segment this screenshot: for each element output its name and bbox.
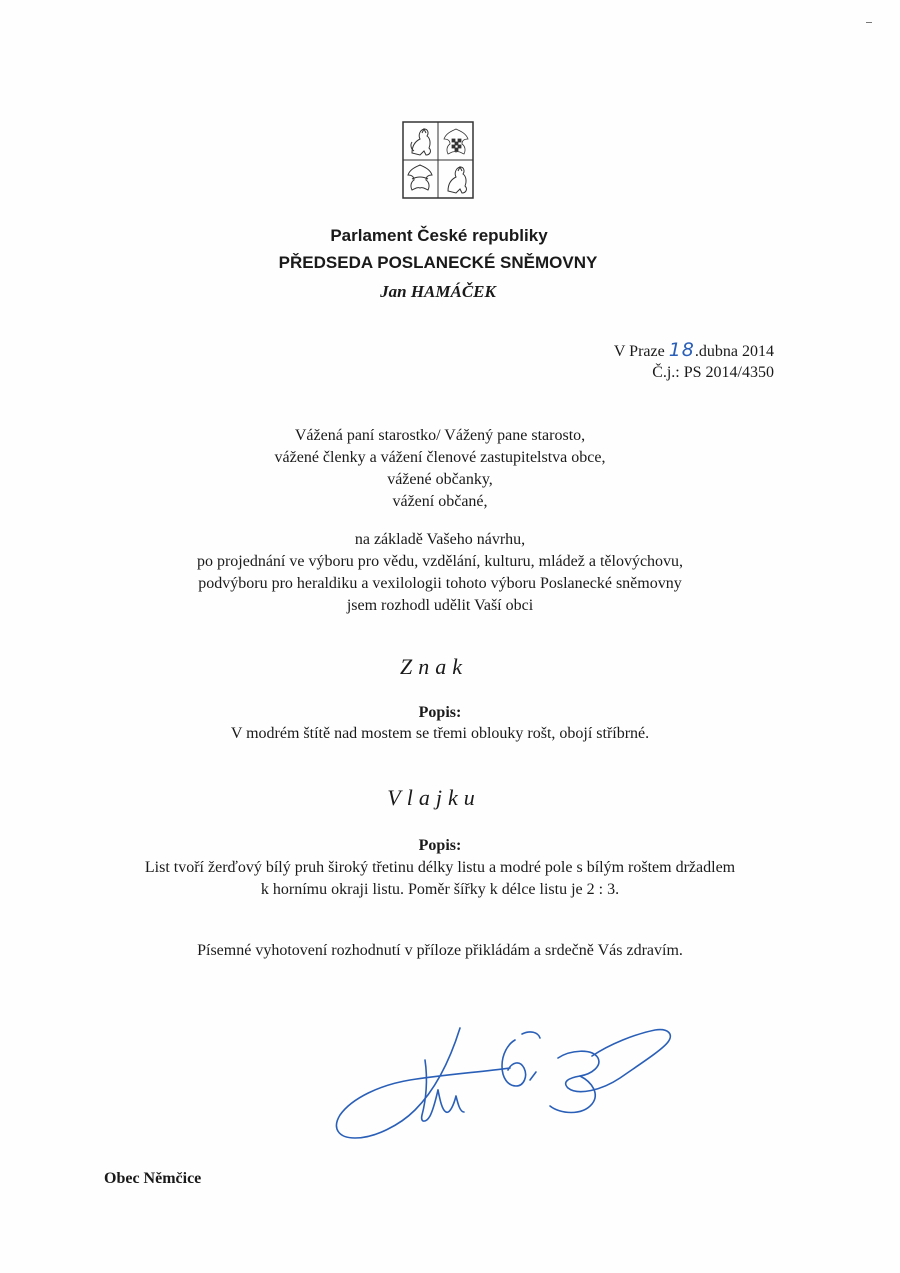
intro-line: jsem rozhodl udělit Vaší obci: [346, 597, 534, 614]
lion-icon: [411, 129, 430, 155]
salutation-line: vážené občanky,: [387, 471, 493, 488]
official-name: Jan HAMÁČEK: [380, 282, 496, 301]
intro-line: na základě Vašeho návrhu,: [354, 531, 526, 548]
silesian-eagle-icon: [408, 165, 432, 190]
salutation-line: Vážená paní starostko/ Vážený pane starosto,: [294, 427, 586, 444]
recipient: Obec Němčice: [104, 1170, 202, 1187]
intro-line: po projednání ve výboru pro vědu, vzdělání, kulturu, mládež a tělovýchovu,: [196, 553, 684, 570]
lion-icon: [448, 167, 466, 193]
popis-label-znak: Popis:: [418, 704, 462, 721]
coat-of-arms-icon: [402, 121, 474, 199]
vlajka-description-line: k hornímu okraji listu. Poměr šířky k délce listu je 2 : 3.: [260, 881, 620, 898]
section-title-znak: Znak: [400, 654, 468, 679]
scan-edge-mark: [866, 22, 872, 23]
znak-description: V modrém štítě nad mostem se třemi oblouky rošt, obojí stříbrné.: [230, 725, 650, 742]
intro-line: podvýboru pro heraldiku a vexilologii tohoto výboru Poslanecké sněmovny: [198, 575, 682, 592]
reference-number: Č.j.: PS 2014/4350: [652, 364, 774, 381]
section-title-vlajka: Vlajku: [387, 785, 481, 810]
signature-icon: [330, 1020, 675, 1170]
place-date-block: [614, 340, 774, 383]
salutation-line: vážení občané,: [392, 493, 488, 510]
place-date-line: [614, 340, 774, 362]
closing-sentence: Písemné vyhotovení rozhodnutí v příloze přikládám a srdečně Vás zdravím.: [197, 942, 683, 959]
date-suffix: .dubna 2014: [694, 343, 774, 360]
moravian-eagle-icon: [444, 129, 468, 154]
salutation: [0, 425, 890, 513]
salutation-line: vážené členky a vážení členové zastupitelstva obce,: [274, 449, 606, 466]
vlajka-description-line: List tvoří žerďový bílý pruh široký třetinu délky listu a modré pole s bílým roštem držadlem: [144, 859, 736, 876]
popis-label-vlajka: Popis:: [418, 837, 462, 854]
vlajka-description: [0, 857, 890, 901]
office-title: PŘEDSEDA POSLANECKÉ SNĚMOVNY: [278, 253, 598, 272]
institution-name: Parlament České republiky: [330, 226, 548, 245]
handwritten-day: 18: [668, 339, 695, 361]
place-prefix: V Praze: [613, 343, 669, 360]
intro-paragraph: [0, 529, 890, 617]
